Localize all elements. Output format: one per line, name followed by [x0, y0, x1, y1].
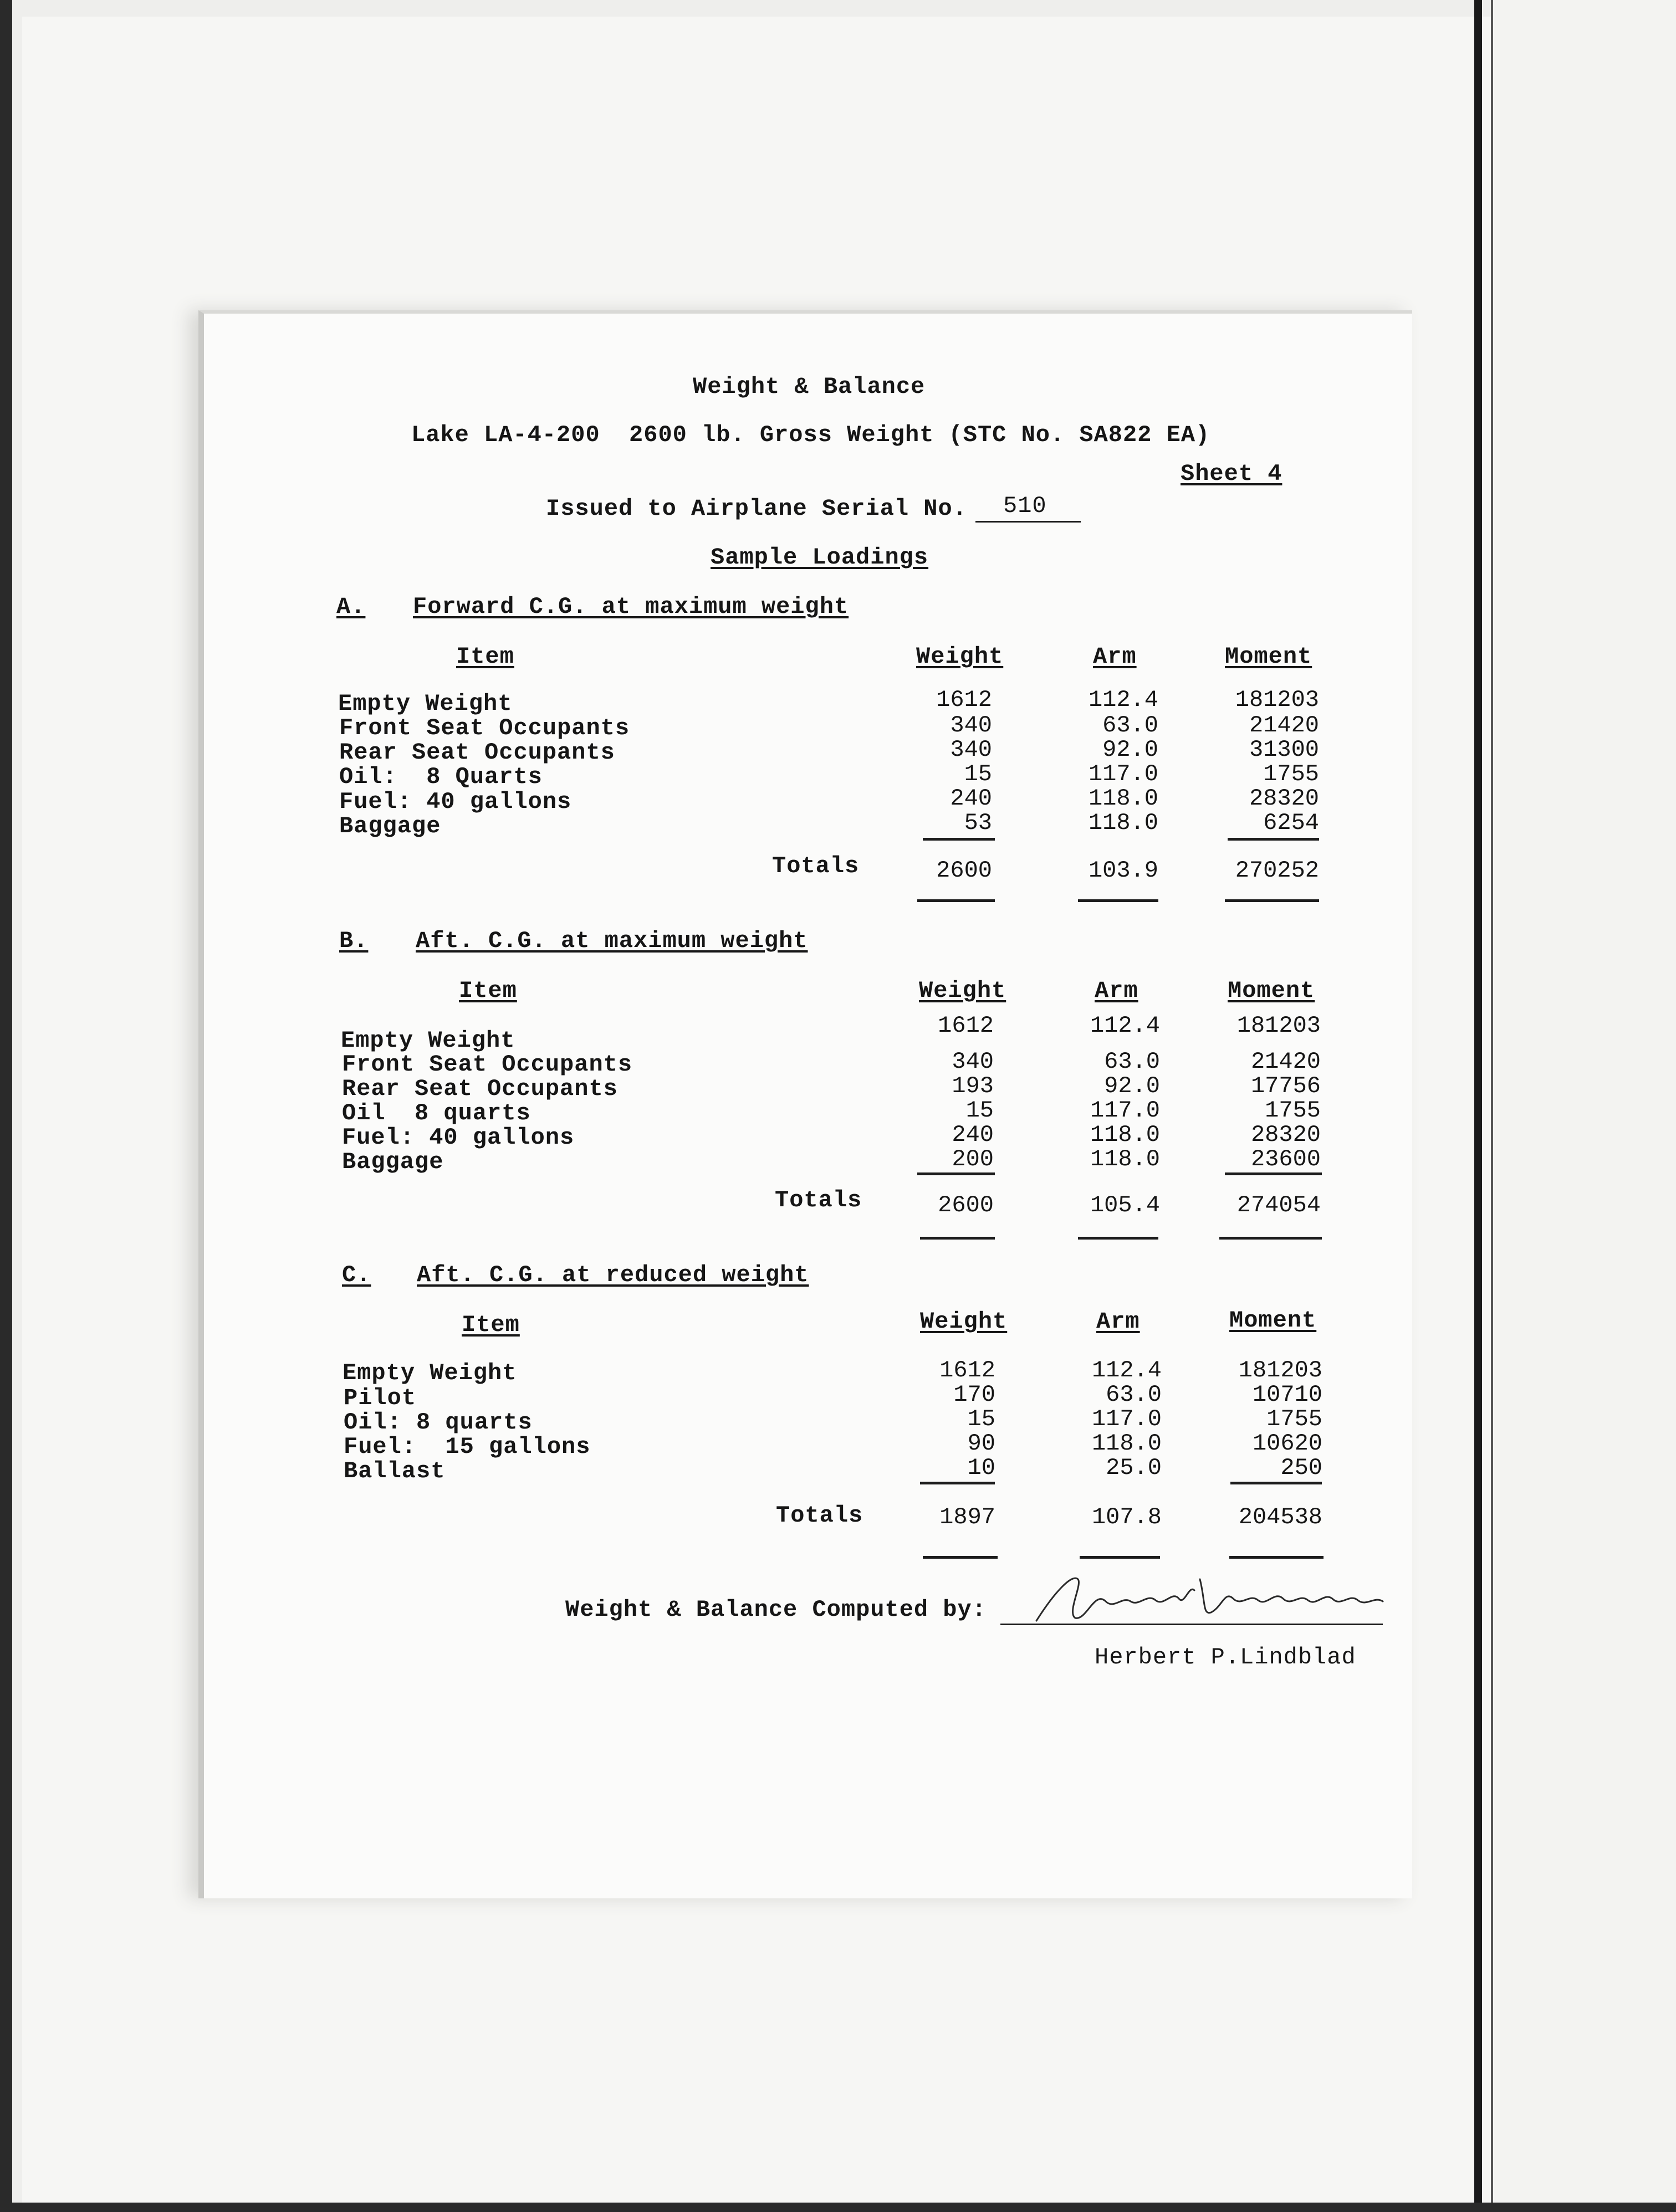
document-subtitle: Lake LA-4-200 2600 lb. Gross Weight (STC No. SA822 EA)	[411, 422, 1210, 448]
section-a-subtotal-rule	[923, 838, 995, 841]
section-a-total-rule	[1078, 899, 1158, 902]
row-weight: 193	[952, 1073, 994, 1099]
scan-bottom-edge	[0, 2203, 1676, 2212]
row-weight: 1612	[938, 1012, 994, 1039]
row-weight: 200	[952, 1146, 994, 1172]
row-item: Empty Weight	[343, 1360, 517, 1386]
row-moment: 28320	[1249, 785, 1319, 812]
section-b-subtotal-rule	[1225, 1172, 1322, 1175]
row-item: Fuel: 40 gallons	[342, 1124, 575, 1151]
row-moment: 10620	[1252, 1430, 1322, 1457]
row-weight: 15	[965, 1097, 994, 1124]
row-moment: 17756	[1250, 1073, 1321, 1099]
serial-underline	[975, 521, 1081, 523]
row-arm: 118.0	[1090, 1122, 1160, 1148]
row-moment: 21420	[1249, 712, 1319, 739]
row-item: Rear Seat Occupants	[342, 1076, 618, 1102]
row-moment: 1755	[1263, 761, 1319, 787]
section-a-total-weight: 2600	[936, 857, 992, 884]
section-b-col-weight: Weight	[919, 977, 1006, 1004]
row-arm: 117.0	[1088, 761, 1158, 787]
row-item: Oil 8 quarts	[342, 1100, 531, 1127]
serial-value: 510	[1003, 493, 1047, 519]
row-item: Front Seat Occupants	[342, 1051, 633, 1078]
section-c-total-rule	[923, 1556, 998, 1559]
section-b-total-rule	[1078, 1237, 1158, 1240]
row-item: Oil: 8 Quarts	[339, 764, 543, 790]
section-b-total-rule	[920, 1237, 995, 1240]
row-arm: 92.0	[1102, 736, 1158, 763]
row-item: Fuel: 15 gallons	[344, 1433, 591, 1460]
section-a-col-weight: Weight	[916, 643, 1004, 670]
row-moment: 23600	[1250, 1146, 1321, 1172]
signature	[1034, 1568, 1394, 1629]
scan-right-margin	[1493, 0, 1676, 2212]
section-c-letter: C.	[342, 1262, 371, 1288]
row-moment: 1755	[1266, 1406, 1322, 1432]
row-weight: 90	[967, 1430, 995, 1457]
section-b-letter: B.	[339, 928, 369, 954]
section-a-totals-label: Totals	[772, 853, 860, 879]
row-item: Rear Seat Occupants	[339, 739, 615, 766]
section-a-title: Forward C.G. at maximum weight	[413, 593, 849, 620]
row-moment: 28320	[1250, 1122, 1321, 1148]
section-b-col-arm: Arm	[1095, 977, 1138, 1004]
row-moment: 10710	[1252, 1381, 1322, 1408]
section-c-total-rule	[1080, 1556, 1160, 1559]
row-arm: 117.0	[1091, 1406, 1162, 1432]
row-weight: 10	[967, 1455, 995, 1481]
row-arm: 112.4	[1088, 687, 1158, 713]
row-weight: 340	[952, 1048, 994, 1075]
sheet-label: Sheet 4	[1181, 460, 1282, 487]
section-b-subtotal-rule	[917, 1172, 995, 1175]
row-moment: 1755	[1265, 1097, 1321, 1124]
section-c-total-weight: 1897	[939, 1504, 995, 1530]
section-a-total-arm: 103.9	[1088, 857, 1158, 884]
row-arm: 118.0	[1090, 1146, 1160, 1172]
section-b-col-moment: Moment	[1228, 977, 1315, 1004]
row-item: Oil: 8 quarts	[344, 1409, 533, 1436]
section-c-col-arm: Arm	[1096, 1308, 1140, 1335]
row-arm: 112.4	[1091, 1357, 1162, 1384]
section-c-col-weight: Weight	[920, 1308, 1008, 1335]
section-b-total-arm: 105.4	[1090, 1192, 1160, 1218]
row-weight: 240	[952, 1122, 994, 1148]
section-c-col-moment: Moment	[1229, 1307, 1317, 1334]
row-weight: 340	[950, 712, 992, 739]
printed-name: Herbert P.Lindblad	[1095, 1644, 1356, 1671]
row-item: Pilot	[344, 1385, 417, 1411]
row-moment: 21420	[1250, 1048, 1321, 1075]
row-item: Empty Weight	[341, 1027, 515, 1054]
row-weight: 15	[964, 761, 992, 787]
row-weight: 1612	[939, 1357, 995, 1384]
section-c-subtotal-rule	[920, 1482, 995, 1484]
row-weight: 1612	[936, 687, 992, 713]
section-c-totals-label: Totals	[776, 1502, 863, 1529]
row-arm: 63.0	[1106, 1381, 1162, 1408]
row-arm: 25.0	[1106, 1455, 1162, 1481]
scan-left-edge	[0, 0, 12, 2212]
row-arm: 117.0	[1090, 1097, 1160, 1124]
section-c-total-rule	[1229, 1556, 1324, 1559]
signature-line	[1000, 1624, 1383, 1625]
row-item: Empty Weight	[338, 690, 513, 717]
section-a-total-rule	[917, 899, 995, 902]
row-moment: 181203	[1235, 687, 1319, 713]
section-a-subtotal-rule	[1228, 838, 1319, 841]
row-arm: 112.4	[1090, 1012, 1160, 1039]
row-item: Ballast	[344, 1458, 446, 1484]
row-moment: 250	[1280, 1455, 1322, 1481]
section-c-total-arm: 107.8	[1091, 1504, 1162, 1530]
section-a-letter: A.	[336, 593, 366, 620]
section-a-total-moment: 270252	[1235, 857, 1319, 884]
section-b-title: Aft. C.G. at maximum weight	[416, 928, 808, 954]
row-arm: 118.0	[1088, 810, 1158, 836]
computed-by-label: Weight & Balance Computed by:	[565, 1596, 987, 1623]
section-a-col-item: Item	[456, 643, 514, 670]
row-item: Baggage	[339, 813, 441, 839]
row-moment: 6254	[1263, 810, 1319, 836]
row-moment: 181203	[1238, 1357, 1322, 1384]
document-title: Weight & Balance	[693, 373, 926, 400]
scan-fold-line	[1474, 0, 1482, 2212]
row-item: Fuel: 40 gallons	[339, 788, 572, 815]
section-a-col-moment: Moment	[1225, 643, 1312, 670]
row-weight: 15	[967, 1406, 995, 1432]
row-arm: 63.0	[1104, 1048, 1160, 1075]
section-c-title: Aft. C.G. at reduced weight	[417, 1262, 809, 1288]
section-a-col-arm: Arm	[1093, 643, 1137, 670]
section-b-col-item: Item	[459, 977, 517, 1004]
row-arm: 92.0	[1104, 1073, 1160, 1099]
section-b-total-moment: 274054	[1236, 1192, 1321, 1218]
row-weight: 340	[950, 736, 992, 763]
section-c-subtotal-rule	[1230, 1482, 1322, 1484]
row-arm: 63.0	[1102, 712, 1158, 739]
section-a-total-rule	[1225, 899, 1319, 902]
row-item: Front Seat Occupants	[339, 715, 630, 741]
section-c-col-item: Item	[462, 1312, 520, 1338]
row-weight: 53	[964, 810, 992, 836]
section-title: Sample Loadings	[711, 544, 929, 571]
section-c-total-moment: 204538	[1238, 1504, 1322, 1530]
section-b-total-weight: 2600	[938, 1192, 994, 1218]
row-moment: 181203	[1236, 1012, 1321, 1039]
row-arm: 118.0	[1088, 785, 1158, 812]
row-weight: 240	[950, 785, 992, 812]
row-moment: 31300	[1249, 736, 1319, 763]
section-b-total-rule	[1219, 1237, 1322, 1240]
section-b-totals-label: Totals	[775, 1187, 862, 1213]
serial-label: Issued to Airplane Serial No.	[546, 495, 967, 522]
row-weight: 170	[953, 1381, 995, 1408]
row-arm: 118.0	[1091, 1430, 1162, 1457]
row-item: Baggage	[342, 1149, 444, 1175]
